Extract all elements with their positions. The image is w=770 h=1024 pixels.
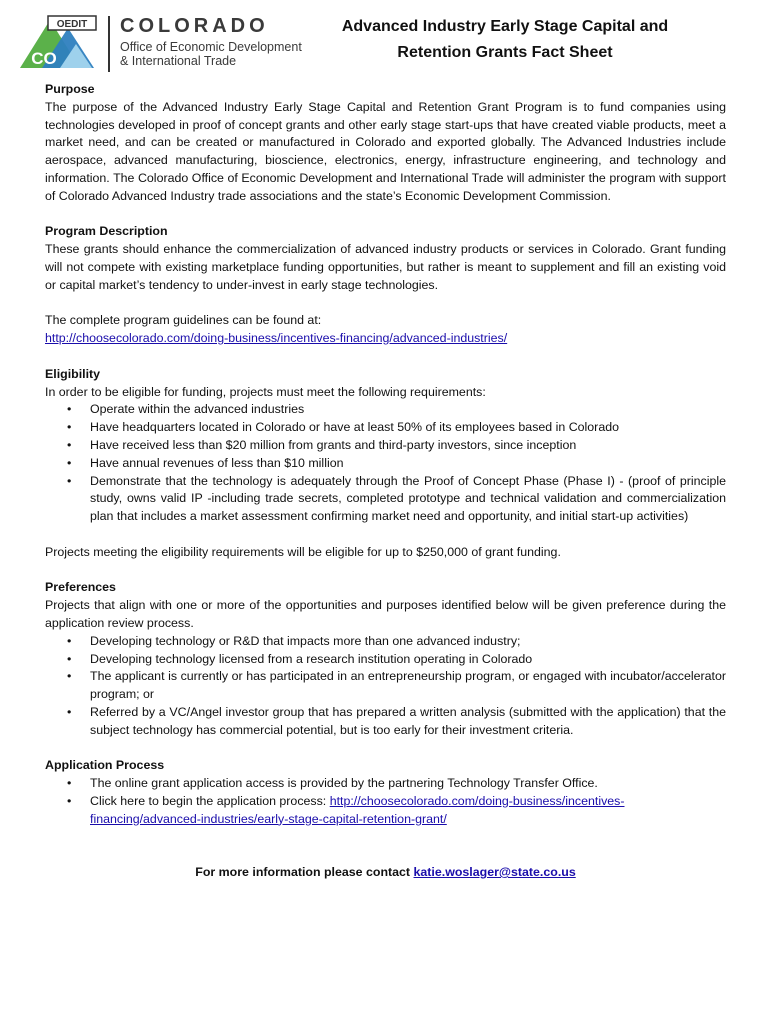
list-item: [90, 793, 726, 829]
list-item: • The online grant application access is provided by the partnering Technology Transfer Office.: [90, 775, 726, 793]
application-link[interactable]: http://choosecolorado.com/doing-business/incentives-financing/advanced-industries/early-stage-capital-retention-grant/: [90, 793, 625, 826]
preferences-intro: Projects that align with one or more of the opportunities and purposes identified below will be given preference during the application review process.: [45, 598, 726, 630]
preferences-list: [45, 633, 726, 740]
list-item: • Developing technology licensed from a research institution operating in Colorado: [90, 651, 726, 669]
list-item: • Demonstrate that the technology is adequately through the Proof of Concept Phase (Phase I) - (proof of principle study, owns valid IP -including trade secrets, completed prototype and technical validation and commercialization plan that includes a market assessment confirming market need and opportunity, and initial start-up activities): [90, 473, 726, 526]
guidelines-intro: The complete program guidelines can be found at:: [45, 313, 322, 328]
document-body: [45, 81, 726, 882]
preferences-heading: Preferences: [45, 580, 116, 595]
logo-badge-text: OEDIT: [56, 19, 88, 30]
logo-wordmark: [120, 15, 320, 68]
program-description-text: These grants should enhance the commercialization of advanced industry products or services in Colorado. Grant funding will not compete with existing marketplace funding opportunities, but rather is meant to supplement and fill an existing void or capital market’s tendency to under-invest in early stage technologies.: [45, 242, 726, 292]
list-item: • The applicant is currently or has participated in an entrepreneurship program, or engaged with incubator/accelerator program; or: [90, 668, 726, 704]
list-item: • Have headquarters located in Colorado or have at least 50% of its employees based in Colorado: [90, 419, 726, 437]
logo-state-name: COLORADO: [120, 15, 269, 37]
list-item: • Referred by a VC/Angel investor group that has prepared a written analysis (submitted with the application) that the subject technology has commercial potential, but is too early for their investment criteria.: [90, 704, 726, 740]
application-process-heading: Application Process: [45, 758, 165, 773]
logo-initials-text: CO: [31, 49, 57, 68]
contact-line: [45, 864, 726, 882]
oedit-logo: [20, 14, 310, 76]
title-line-2: Retention Grants Fact Sheet: [397, 44, 613, 61]
colorado-mountain-logo-icon: [20, 14, 102, 76]
eligibility-heading: Eligibility: [45, 366, 101, 381]
list-item: • Have received less than $20 million from grants and third-party investors, since inception: [90, 437, 726, 455]
program-description-heading: Program Description: [45, 224, 168, 239]
logo-office-line: Office of Economic Development: [120, 40, 302, 54]
application-list: [45, 775, 726, 828]
list-item: • Operate within the advanced industries: [90, 401, 726, 419]
list-item: • Developing technology or R&D that impacts more than one advanced industry;: [90, 633, 726, 651]
title-line-1: Advanced Industry Early Stage Capital and: [341, 18, 669, 35]
logo-divider: [108, 16, 110, 72]
purpose-text: The purpose of the Advanced Industry Early Stage Capital and Retention Grant Program is to fund companies using technologies developed in proof of concept grants and other early stage start-ups that have created viable products, meet a market need, and can be created or manufactured in Colorado and exported globally. The Advanced Industries include aerospace, advanced manufacturing, bioscience, electronics, energy, infrastructure engineering, and technology and information. The Colorado Office of Economic Development and International Trade will administer the program with support of Colorado Advanced Industry trade associations and the state’s Economic Development Commission.: [45, 99, 726, 203]
document-title: [320, 14, 690, 66]
eligibility-intro: In order to be eligible for funding, projects must meet the following requirements:: [45, 384, 486, 399]
purpose-heading: Purpose: [45, 82, 95, 96]
guidelines-link[interactable]: http://choosecolorado.com/doing-business/incentives-financing/advanced-industries/: [45, 331, 508, 346]
contact-email-link[interactable]: katie.woslager@state.co.us: [413, 865, 576, 880]
contact-prefix: For more information please contact: [195, 865, 414, 880]
list-item: • Have annual revenues of less than $10 million: [90, 455, 726, 473]
logo-trade-line: & International Trade: [120, 54, 237, 68]
eligibility-closing: Projects meeting the eligibility requirements will be eligible for up to $250,000 of grant funding.: [45, 544, 561, 559]
application-link-prefix: Click here to begin the application process:: [90, 793, 330, 808]
eligibility-list: [45, 401, 726, 526]
